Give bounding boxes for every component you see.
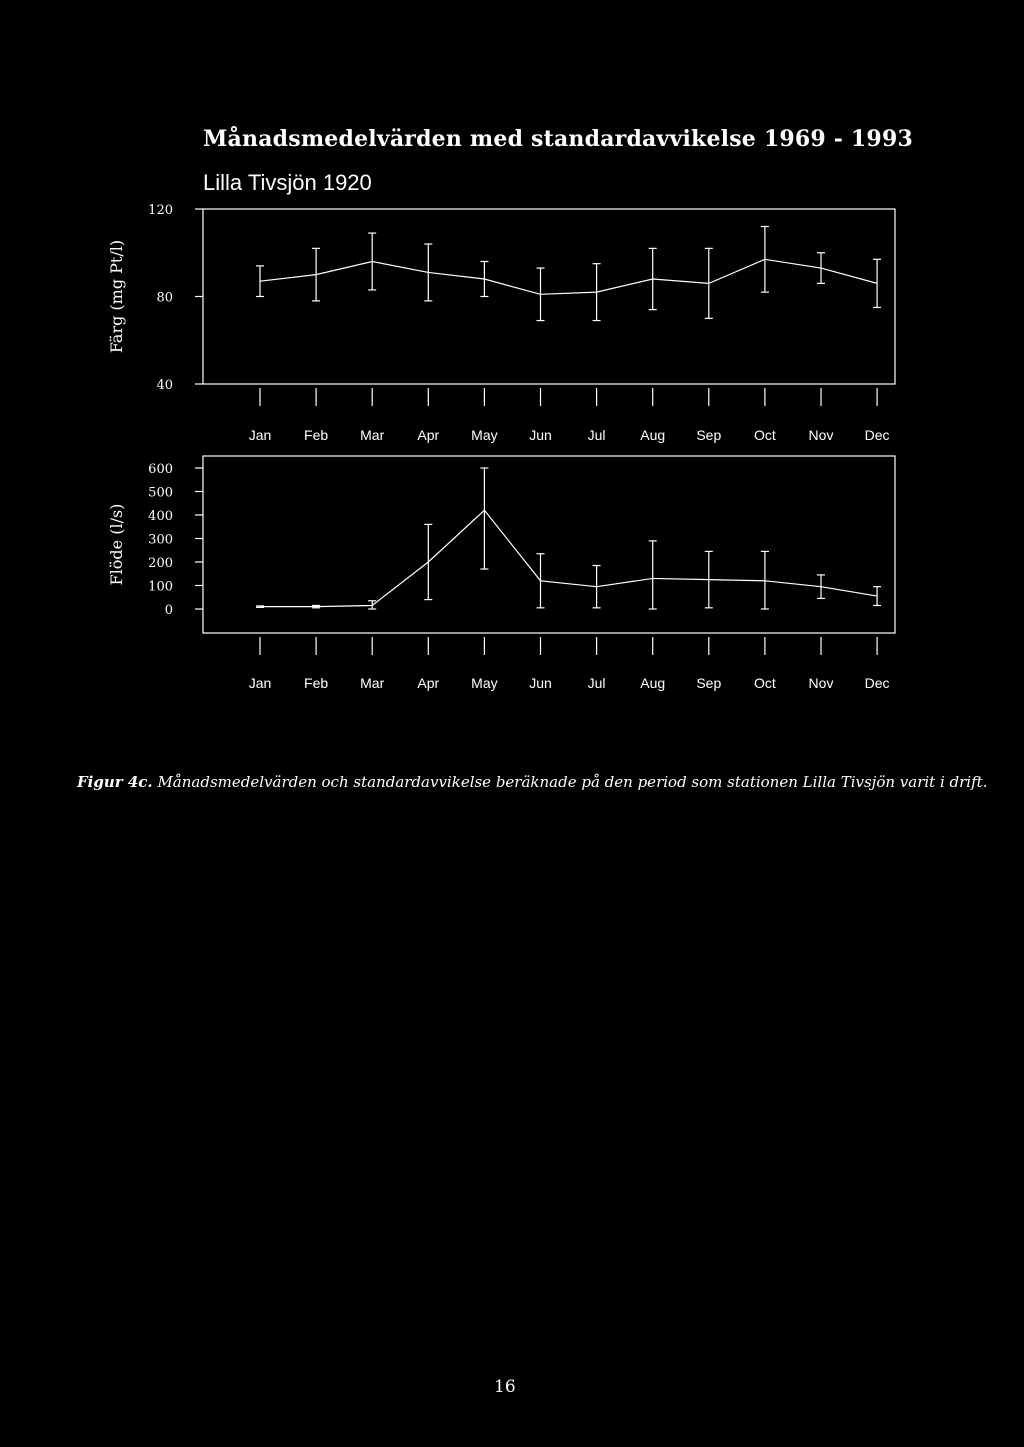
farg-month-label: Jun: [529, 427, 552, 443]
flode-month-label: Nov: [808, 675, 834, 691]
flode-month-label: Jun: [529, 675, 552, 691]
flode-ytick-label: 100: [148, 579, 173, 595]
farg-month-label: Feb: [304, 427, 329, 443]
flode-month-label: Mar: [360, 675, 385, 691]
flode-ytick-label: 400: [148, 509, 173, 524]
flode-month-label: Feb: [304, 675, 329, 691]
farg-ytick-label: 80: [156, 290, 173, 306]
farg-month-label: Mar: [360, 427, 385, 443]
chart-title: Månadsmedelvärden med standardavvikelse 1969 - 1993: [203, 126, 913, 152]
farg-month-label: Jul: [587, 427, 606, 443]
caption-text: Månadsmedelvärden och standardavvikelse beräknade på den period som stationen Lilla Tivsjön varit i drift.: [157, 773, 988, 791]
flode-month-label: May: [471, 675, 498, 691]
flode-month-label: Oct: [754, 675, 776, 691]
farg-ylabel: Färg (mg Pt/l): [107, 239, 126, 354]
farg-mean-line: [260, 259, 877, 294]
flode-month-label: Apr: [417, 675, 440, 691]
farg-plot-frame: [203, 209, 895, 384]
farg-month-label: Sep: [696, 427, 722, 443]
farg-month-label: Dec: [864, 427, 890, 443]
farg-month-label: Apr: [417, 427, 440, 443]
farg-month-label: May: [471, 427, 498, 443]
flode-month-label: Jul: [587, 675, 606, 691]
page-number: 16: [494, 1377, 516, 1397]
flode-ytick-label: 0: [164, 603, 173, 618]
farg-month-label: Jan: [248, 427, 272, 443]
flode-month-label: Sep: [696, 675, 722, 691]
flode-ytick-label: 500: [148, 485, 173, 501]
caption-label: Figur 4c.: [77, 773, 153, 791]
farg-month-label: Aug: [640, 427, 666, 443]
chart-subtitle: Lilla Tivsjön 1920: [203, 170, 372, 195]
flode-ytick-label: 200: [148, 556, 173, 571]
farg-chart: [107, 203, 895, 443]
farg-ytick-label: 40: [156, 378, 173, 393]
figure-caption: [77, 773, 987, 791]
flode-month-label: Dec: [864, 675, 890, 691]
flode-ytick-label: 300: [148, 532, 173, 548]
farg-ytick-label: 120: [148, 203, 173, 218]
flode-chart: [107, 456, 895, 691]
flode-month-label: Aug: [640, 675, 666, 691]
flode-ytick-label: 600: [148, 462, 173, 477]
farg-month-label: Nov: [808, 427, 834, 443]
flode-mean-line: [260, 510, 877, 606]
flode-month-label: Jan: [248, 675, 272, 691]
flode-ylabel: Flöde (l/s): [107, 503, 126, 586]
farg-month-label: Oct: [754, 427, 776, 443]
